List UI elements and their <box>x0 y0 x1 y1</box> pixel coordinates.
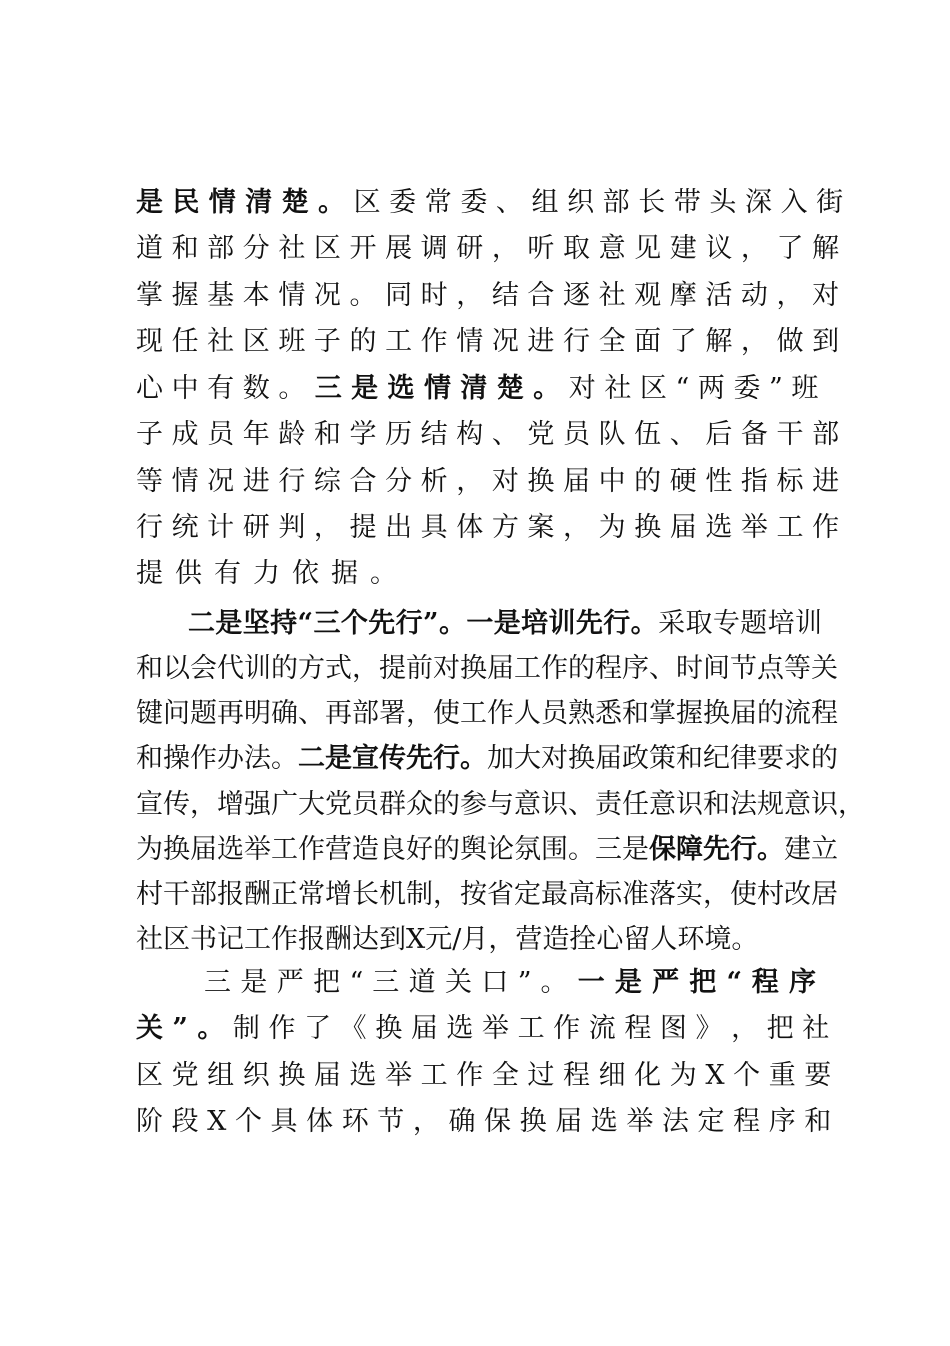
paragraph-line: 键问题再明确、再部署，使工作人员熟悉和掌握换届的流程 <box>136 698 838 729</box>
paragraph-line <box>136 1012 830 1046</box>
paragraph-line <box>136 742 838 776</box>
line-text: 加大对换届政策和纪律要求的 <box>487 743 838 774</box>
paragraph-line: 道 和 部 分 社 区 开 展 调 研 ， 听 取 意 见 建 议 ， 了 解 <box>136 233 840 264</box>
paragraph-line: 掌 握 基 本 情 况 。 同 时 ， 结 合 逐 社 观 摩 活 动 ， 对 <box>136 280 840 311</box>
paragraph-line: 提供有力依据。 <box>136 558 409 589</box>
line-text: 建立 <box>784 834 838 865</box>
paragraph-line <box>188 607 822 641</box>
bold-heading: 是 民 情 清 楚 。 <box>136 187 345 218</box>
line-text: 制 作 了 《 换 届 选 举 工 作 流 程 图 》 ， 把 社 <box>224 1013 830 1044</box>
paragraph-line: 区 党 组 织 换 届 选 举 工 作 全 过 程 细 化 为 X 个 重 要 <box>136 1060 832 1091</box>
bold-heading: 二是宣传先行。 <box>298 743 487 774</box>
paragraph-line <box>204 966 816 1000</box>
line-text: 和操作办法。 <box>136 743 298 774</box>
paragraph-line: 社区书记工作报酬达到X元/月，营造拴心留人环境。 <box>136 924 759 955</box>
bold-heading: 关 ” 。 <box>136 1013 225 1044</box>
paragraph-line: 阶 段 X 个 具 体 环 节 ， 确 保 换 届 选 举 法 定 程 序 和 <box>136 1106 832 1137</box>
paragraph-line <box>136 833 838 867</box>
paragraph-line: 和以会代训的方式，提前对换届工作的程序、时间节点等关 <box>136 653 838 684</box>
line-text: 心 中 有 数 。 <box>136 373 306 404</box>
paragraph-line: 村干部报酬正常增长机制，按省定最高标准落实，使村改居 <box>136 879 838 910</box>
line-text: 为换届选举工作营造良好的舆论氛围。三是 <box>136 834 649 865</box>
paragraph-line: 等 情 况 进 行 综 合 分 析 ， 对 换 届 中 的 硬 性 指 标 进 <box>136 466 840 497</box>
bold-heading: 一 是 严 把 “ 程 序 <box>567 967 816 998</box>
bold-heading: 三 是 选 情 清 楚 。 <box>305 373 561 404</box>
paragraph-line <box>136 372 819 406</box>
paragraph-line: 行 统 计 研 判 ， 提 出 具 体 方 案 ， 为 换 届 选 举 工 作 <box>136 512 840 543</box>
paragraph-line: 子 成 员 年 龄 和 学 历 结 构 、 党 员 队 伍 、 后 备 干 部 <box>136 419 840 450</box>
line-text: 采取专题培训 <box>658 608 823 639</box>
paragraph-line <box>136 186 844 220</box>
bold-heading: 保障先行。 <box>649 834 784 865</box>
line-text: 三 是 严 把 “ 三 道 关 口 ” 。 <box>204 967 568 998</box>
line-text: 区 委 常 委 、 组 织 部 长 带 头 深 入 街 <box>345 187 844 218</box>
line-text: 对 社 区 “ 两 委 ” 班 <box>560 373 819 404</box>
bold-heading: 二是坚持“三个先行”。一是培训先行。 <box>188 608 659 639</box>
paragraph-line: 现 任 社 区 班 子 的 工 作 情 况 进 行 全 面 了 解 ， 做 到 <box>136 326 840 357</box>
paragraph-line: 宣传，增强广大党员群众的参与意识、责任意识和法规意识， <box>136 789 865 820</box>
